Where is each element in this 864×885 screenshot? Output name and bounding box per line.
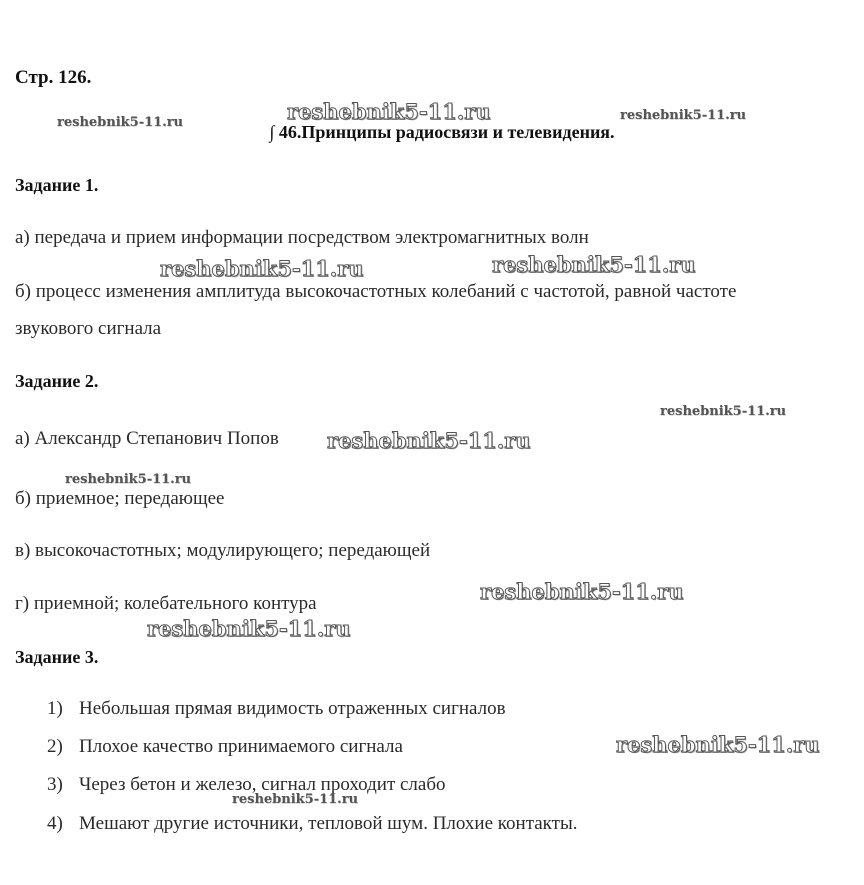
list-item xyxy=(47,736,403,758)
page-reference: Стр. 126. xyxy=(15,67,92,88)
task-1-heading: Задание 1. xyxy=(15,175,99,195)
task-1-answer-b-line-1: б) процесс изменения амплитуда высокочастотных колебаний с частотой, равной частоте xyxy=(15,281,737,302)
list-item xyxy=(47,698,506,720)
watermark: reshebnik5-11.ru xyxy=(232,792,359,807)
watermark: reshebnik5-11.ru xyxy=(480,579,684,604)
watermark: reshebnik5-11.ru xyxy=(492,252,696,277)
list-item-text: Небольшая прямая видимость отраженных сигналов xyxy=(79,698,506,719)
watermark: reshebnik5-11.ru xyxy=(620,108,747,123)
task-2-heading: Задание 2. xyxy=(15,371,99,391)
watermark: reshebnik5-11.ru xyxy=(616,732,820,757)
list-item xyxy=(47,813,577,835)
watermark: reshebnik5-11.ru xyxy=(160,256,364,281)
list-item-number: 1) xyxy=(47,698,63,719)
task-2-answer-a: а) Александр Степанович Попов xyxy=(15,428,279,449)
section-title: ∫ 46.Принципы радиосвязи и телевидения. xyxy=(269,122,615,142)
list-item-text: Через бетон и железо, сигнал проходит слабо xyxy=(79,774,446,795)
task-2-answer-c: в) высокочастотных; модулирующего; передающей xyxy=(15,540,431,561)
watermark: reshebnik5-11.ru xyxy=(660,404,787,419)
watermark: reshebnik5-11.ru xyxy=(327,428,531,453)
list-item-number: 2) xyxy=(47,736,63,757)
list-item-text: Плохое качество принимаемого сигнала xyxy=(79,736,403,757)
watermark: reshebnik5-11.ru xyxy=(65,472,192,487)
list-item-text: Мешают другие источники, тепловой шум. Плохие контакты. xyxy=(79,813,578,834)
watermark: reshebnik5-11.ru xyxy=(57,115,184,130)
list-item-number: 4) xyxy=(47,813,63,834)
list-item-number: 3) xyxy=(47,774,63,795)
task-2-answer-b: б) приемное; передающее xyxy=(15,488,225,509)
task-2-answer-d: г) приемной; колебательного контура xyxy=(15,593,317,614)
watermark: reshebnik5-11.ru xyxy=(147,616,351,641)
task-1-answer-a: а) передача и прием информации посредством электромагнитных волн xyxy=(15,227,589,248)
watermark: reshebnik5-11.ru xyxy=(287,99,491,124)
task-3-heading: Задание 3. xyxy=(15,647,99,667)
task-1-answer-b-line-2: звукового сигнала xyxy=(15,318,162,339)
